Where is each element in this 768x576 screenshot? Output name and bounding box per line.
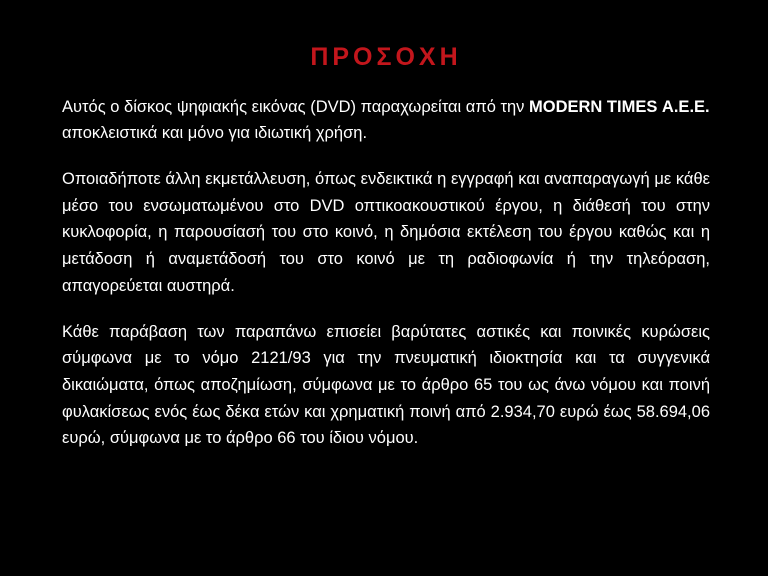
ownership-notice-lead: Αυτός ο δίσκος ψηφιακής εικόνας (DVD) παραχωρείται από την [62,97,530,116]
page-title: ΠΡΟΣΟΧΗ [310,43,462,71]
ownership-notice-tail: αποκλειστικά και μόνο για ιδιωτική χρήση. [62,124,368,143]
prohibition-notice-paragraph: Οποιαδήποτε άλλη εκμετάλλευση, όπως ενδεικτικά η εγγραφή και αναπαραγωγή με κάθε μέσο του ενσωματωμένου στο DVD οπτικοακουστικού έργου, η διάθεσή του στην κυκλοφορία, η παρουσίασή του στο κοινό, η δημόσια εκτέλεση του έργου καθώς και η μετάδοση ή αναμετάδοσή του στο κοινό με τη ραδιοφωνία ή την τηλεόραση, απαγορεύεται αυστηρά. [62,169,710,295]
ownership-notice-paragraph [62,94,710,147]
licensor-name: MODERN TIMES Α.Ε.Ε. [529,97,710,116]
penalty-notice-paragraph: Κάθε παράβαση των παραπάνω επισείει βαρύτατες αστικές και ποινικές κυρώσεις σύμφωνα με το νόμο 2121/93 για την πνευματική ιδιοκτησία και τα συγγενικά δικαιώματα, όπως αποζημίωση, σύμφωνα με το άρθρο 65 του ως άνω νόμου και ποινή φυλακίσεως ενός έως δέκα ετών και χρηματική ποινή από 2.934,70 ευρώ έως 58.694,06 ευρώ, σύμφωνα με το άρθρο 66 του ίδιου νόμου. [62,322,710,448]
warning-text-block [62,44,710,452]
